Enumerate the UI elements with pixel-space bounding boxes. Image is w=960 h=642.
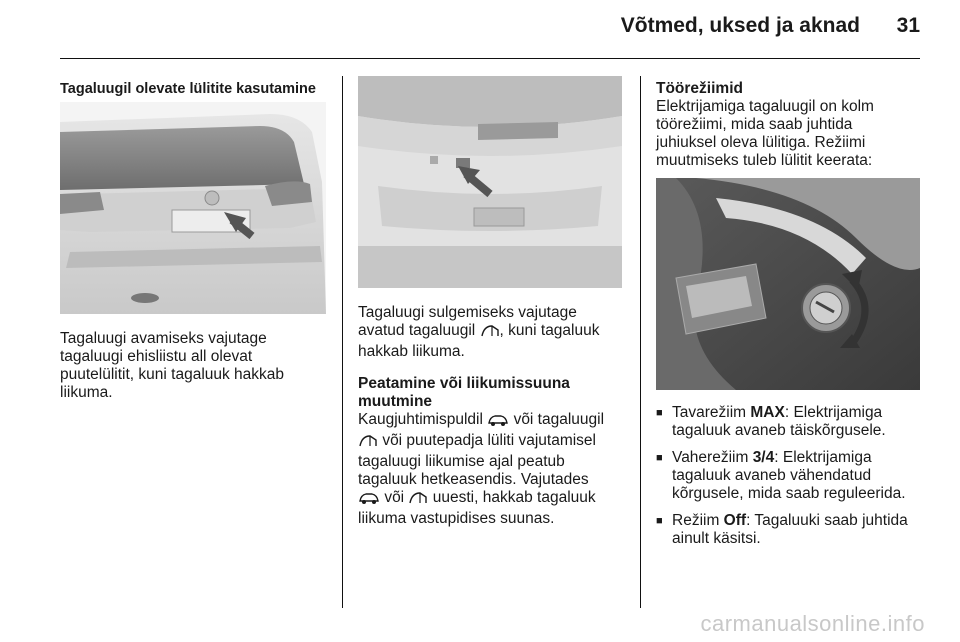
bullet-icon: ■ [656, 515, 663, 527]
mode-desc: : Tagaluuki saab juhtida [746, 512, 908, 529]
door-switch-figure [656, 178, 920, 390]
modes-list-container [656, 404, 928, 557]
close-line-2-text: avatud tagaluugil [358, 322, 476, 339]
mode-prefix: Tavarežiim [672, 404, 751, 421]
tailgate-button-icon [408, 491, 428, 510]
stop-line-2 [358, 432, 630, 453]
header-rule [60, 58, 920, 59]
close-line-1: Tagaluugi sulgemiseks vajutage [358, 304, 577, 321]
mode-desc-line-3: kõrgusele, mida saab reguleerida. [672, 485, 906, 502]
left-body-line-2: tagaluugi ehisliistu all olevat [60, 348, 253, 365]
left-column [60, 80, 332, 98]
stop-line-1-text: Kaugjuhtimispuldil [358, 411, 483, 428]
bullet-icon: ■ [656, 407, 663, 419]
mode-desc-line-2: tagaluuk avaneb vähendatud [672, 467, 872, 484]
modes-intro-line-3: juhiuksel oleva lülitiga. Režiimi [656, 134, 866, 151]
mode-desc: : Elektrijamiga [774, 449, 872, 466]
stop-line-1 [358, 411, 630, 432]
column-divider-2 [640, 76, 641, 608]
tailgate-button-icon [480, 324, 500, 343]
stop-heading-line-2: muutmine [358, 393, 433, 410]
car-remote-icon [358, 491, 380, 510]
mode-prefix: Režiim [672, 512, 724, 529]
left-body [60, 330, 332, 402]
stop-heading-line-1: Peatamine või liikumissuuna [358, 375, 570, 392]
car-remote-icon [487, 413, 509, 432]
modes-list [656, 404, 928, 548]
column-divider-1 [342, 76, 343, 608]
list-item-mode-off [656, 512, 928, 548]
modes-heading: Töörežiimid [656, 80, 743, 97]
stop-line-4: tagaluuk hetkeasendis. Vajutades [358, 471, 589, 488]
stop-line-5 [358, 489, 630, 510]
bullet-icon: ■ [656, 452, 663, 464]
close-line-2-end: , kuni tagaluuk [499, 322, 600, 339]
modes-intro-line-2: töörežiimi, mida saab juhtida [656, 116, 853, 133]
watermark: carmanualsonline.info [700, 611, 925, 636]
mode-prefix: Vaherežiim [672, 449, 753, 466]
tailgate-exterior-figure [60, 102, 326, 314]
mode-desc-line-2: ainult käsitsi. [672, 530, 761, 547]
mode-desc-line-2: tagaluuk avaneb täiskõrgusele. [672, 422, 886, 439]
stop-line-5-mid: või [384, 489, 405, 506]
page-title: Võtmed, uksed ja aknad [620, 14, 860, 37]
stop-line-1-mid: või tagaluugil [513, 411, 605, 428]
stop-line-5-text: uuesti, hakkab tagaluuk [432, 489, 596, 506]
left-body-line-1: Tagaluugi avamiseks vajutage [60, 330, 267, 347]
tailgate-button-icon [358, 434, 378, 453]
list-item-mode-max [656, 404, 928, 440]
stop-line-3: tagaluugi liikumise ajal peatub [358, 453, 565, 470]
left-heading: Tagaluugil olevate lülitite kasutamine [60, 81, 316, 97]
right-column-intro [656, 80, 928, 170]
left-body-line-3: puutelülitit, kuni tagaluuk hakkab [60, 366, 285, 383]
mode-key: Off [723, 512, 747, 529]
close-line-3: hakkab liikuma. [358, 343, 465, 360]
modes-intro-line-4: muutmiseks tuleb lülitit keerata: [656, 152, 873, 169]
left-body-line-4: liikuma. [60, 384, 113, 401]
list-item-mode-34 [656, 449, 928, 503]
middle-column [358, 304, 630, 528]
modes-intro-line-1: Elektrijamiga tagaluugil on kolm [656, 98, 874, 115]
stop-line-6: liikuma vastupidises suunas. [358, 510, 555, 527]
stop-line-2-text: või puutepadja lüliti vajutamisel [382, 432, 596, 449]
page-number: 31 [896, 14, 920, 37]
mode-key: MAX [750, 404, 785, 421]
tailgate-interior-figure [358, 76, 622, 288]
mode-key: 3/4 [752, 449, 775, 466]
close-line-2 [358, 322, 630, 343]
mode-desc: : Elektrijamiga [784, 404, 883, 421]
